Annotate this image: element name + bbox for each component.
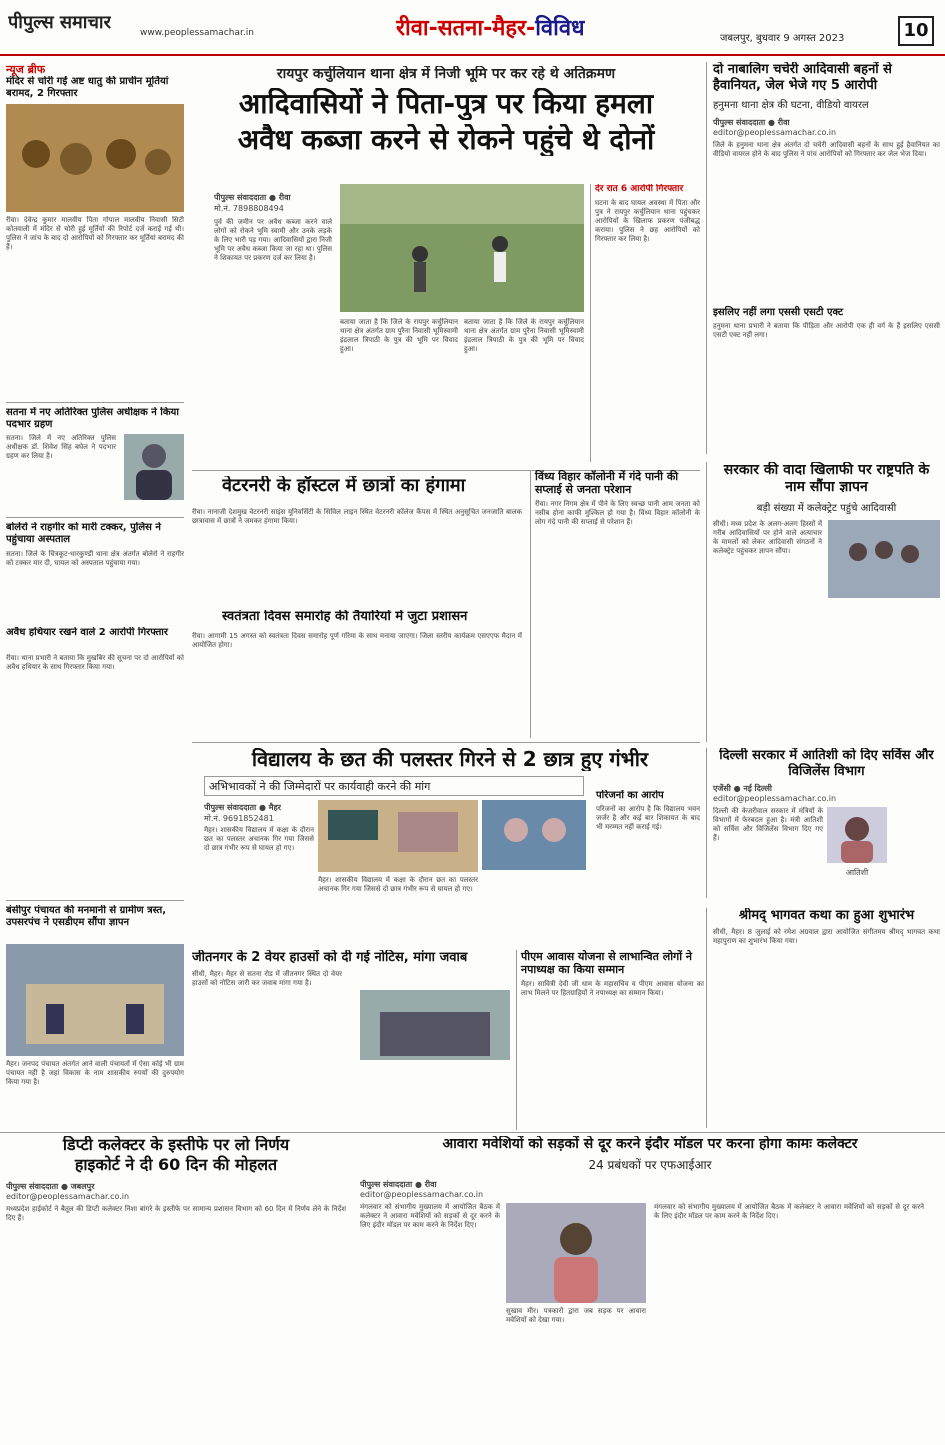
indore-story — [360, 1136, 940, 1436]
independence-body: रीवा। आगामी 15 अगस्त को स्वतंत्रता दिवस समारोह पूर्ण गरिमा के साथ मनाया जाएगा। जिला स्तरीय कार्यक्रम एसएएफ मैदान में आयोजित होगा। — [192, 632, 522, 649]
divider — [6, 517, 184, 518]
delhi-email[interactable]: editor@peoplessamachar.co.in — [713, 794, 837, 804]
deputy-title-2: हाइकोर्ट ने दी 60 दिन की मोहलत — [74, 1155, 278, 1175]
delhi-byline: एजेंसी ● नई दिल्ली — [713, 784, 772, 794]
left-column — [6, 62, 184, 1122]
deputy-story — [6, 1136, 346, 1436]
promise-sub: बड़ी संख्या में कलेक्ट्रेट पहुंचे आदिवासी — [756, 502, 897, 514]
school-mobile: मो.नं. 9691852481 — [204, 814, 274, 823]
section-title-part1: रीवा-सतना-मैहर- — [396, 16, 536, 41]
promise-story — [706, 462, 940, 742]
lead-sidebar — [590, 184, 700, 462]
classroom-icon — [318, 800, 478, 872]
right-headline: दो नाबालिग चचेरी आदिवासी बहनों से हैवानियत, जेल भेजे गए 5 आरोपी — [713, 62, 892, 93]
delhi-story — [706, 748, 940, 898]
deputy-body: मध्यप्रदेश हाईकोर्ट ने बैतूल की डिप्टी कलेक्टर निशा बांगरे के इस्तीफे पर सामान्य प्रशासन विभाग को 60 दिन में निर्णय लेने के निर्देश दिए हैं। — [6, 1204, 346, 1222]
jeet-title: जीतनगर के 2 वेयर हाउसों को दी गई नोटिस, मांगा जवाब — [192, 950, 468, 965]
students-icon — [482, 800, 586, 870]
lead-caption: बताया जाता है कि जिले के रायपुर कर्चुलियान थाना क्षेत्र अंतर्गत ग्राम पुरैना निवासी भूमिस्वामी इंद्रलाल त्रिपाठी के पुत्र की भूमि पर विवाद हुआ। — [340, 318, 458, 353]
divider — [6, 402, 184, 403]
deputy-title: डिप्टी कलेक्टर के इस्तीफे पर लो निर्णय — [62, 1136, 290, 1154]
indore-body-2: मंगलवार को संभागीय मुख्यालय में आयोजित बैठक में कलेक्टर ने आवारा मवेशियों को सड़कों से दूर करने के लिए इंदौर मॉडल पर काम करने के निर्देश दिए। — [654, 1203, 924, 1221]
indore-photo-wrap — [506, 1203, 646, 1325]
vindhya-story — [530, 470, 700, 738]
students-photo — [482, 800, 586, 870]
school-sub-head: परिजनों का आरोप — [596, 790, 664, 801]
lead-side-body: घटना के बाद घायल अवस्था में पिता और पुत्र ने रायपुर कर्चुलियान थाना पहुंचकर आरोपियों के खिलाफ प्रकरण पंजीबद्ध कराया। पुलिस ने छह आरोपियों को गिरफ्तार कर लिया है। — [595, 198, 700, 243]
section-title — [396, 12, 585, 42]
school-side — [592, 790, 700, 940]
promise-title: सरकार की वादा खिलाफी पर राष्ट्रपति के नाम सौंपा ज्ञापन — [723, 462, 930, 495]
divider — [0, 1132, 945, 1133]
bhagwat-body: सीधी, मैहर। 8 जुलाई को रमेश अग्रवाल द्वारा आयोजित संगीतमय श्रीमद् भागवत कथा महापुराण का शुभारंभ किया गया। — [713, 927, 940, 945]
school-title: विद्यालय के छत की पलस्तर गिरने से 2 छात्र हुए गंभीर — [251, 748, 649, 771]
brief-body-2: सतना। जिले में नए अतिरिक्त पुलिस अधीक्षक डॉ. शिवेश सिंह बघेल ने पदभार ग्रहण कर लिया है। — [6, 434, 116, 460]
deputy-byline: पीपुल्स संवाददाता ● जबलपुर — [6, 1181, 95, 1191]
promise-photo — [828, 520, 940, 598]
lead-side-head: देर रात 6 आरोपी गिरफ्तार — [595, 184, 684, 194]
brief-headline-5: बंसीपुर पंचायत की मनमानी से ग्रामीण त्रस्त, उपसरपंच ने एसडीएम सौंपा ज्ञापन — [6, 905, 167, 928]
pm-title: पीएम आवास योजना से लाभान्वित लोगों ने नपाध्यक्ष का किया सम्मान — [521, 950, 693, 977]
right-story — [706, 62, 940, 454]
deputy-email[interactable]: editor@peoplessamachar.co.in — [6, 1191, 130, 1201]
atishi-photo — [827, 807, 887, 863]
person-icon — [124, 434, 184, 500]
warehouse-photo — [360, 990, 510, 1060]
right-email[interactable]: editor@peoplessamachar.co.in — [713, 128, 837, 138]
vindhya-title: विंध्य विहार कॉलोनी में गंदे पानी की सप्लाई से जनता परेशान — [535, 470, 679, 497]
bhagwat-story — [706, 908, 940, 1128]
idols-icon — [6, 104, 184, 212]
school-body: मैहर। शासकीय विद्यालय में कक्षा के दौरान छत का पलस्तर अचानक गिर गया जिससे दो छात्र गंभीर रूप से घायल हो गए। — [204, 826, 314, 852]
promise-body: सीधी। मध्य प्रदेश के अलग-अलग हिस्सों में गरीब आदिवासियों पर होने वाले अत्याचार के मामलों को लेकर आदिवासी संगठनों ने कलेक्ट्रेट पहुंचकर ज्ञापन सौंपा। — [713, 519, 822, 555]
pm-story — [516, 950, 704, 1130]
site-url[interactable]: www.peoplessamachar.in — [140, 28, 254, 38]
school-caption: मैहर। शासकीय विद्यालय में कक्षा के दौरान छत का पलस्तर अचानक गिर गया जिससे दो छात्र गंभीर रूप से घायल हो गए। — [318, 876, 478, 893]
brief-body-5: मैहर। जनपद पंचायत अंतर्गत आने वाली पंचायतों में ऐसा कोई भी ग्राम पंचायत नहीं है जहां विकास के नाम शासकीय रुपयों की दुरुपयोग किया गया है। — [6, 1060, 184, 1086]
lead-title-2: अवैध कब्जा करने से रोकने पहुंचे थे दोनों — [237, 124, 655, 156]
lead-kicker: रायपुर कर्चुलियान थाना क्षेत्र में निजी भूमि पर कर रहे थे अतिक्रमण — [276, 66, 616, 82]
indore-sub: 24 प्रबंधकों पर एफआईआर — [588, 1158, 712, 1173]
right-body: जिले के हनुमना थाना क्षेत्र अंतर्गत दो चचेरी आदिवासी बहनों के साथ हुई हैवानियत का वीडियो वायरल होने के बाद पुलिस ने पांच आरोपियों को गिरफ्तार कर जेल भेज दिया। — [713, 141, 940, 159]
bhagwat-title: श्रीमद् भागवत कथा का हुआ शुभारंभ — [738, 908, 915, 923]
lead-body-cont: बताया जाता है कि जिले के रायपुर कर्चुलियान थाना क्षेत्र अंतर्गत ग्राम पुरैना निवासी भूमिस्वामी इंद्रलाल त्रिपाठी के पुत्र की भूमि पर विवाद हुआ। — [464, 318, 584, 353]
masthead — [0, 0, 945, 56]
lead-story — [192, 62, 700, 462]
lead-byline: पीपुल्स संवाददाता ● रीवा — [214, 193, 291, 202]
warehouse-icon — [360, 990, 510, 1060]
indore-body: मंगलवार को संभागीय मुख्यालय में आयोजित बैठक में कलेक्टर ने आवारा मवेशियों को सड़कों से दूर करने के लिए इंदौर मॉडल पर काम करने के निर्देश दिए। — [360, 1203, 500, 1230]
delhi-title: दिल्ली सरकार में आतिशी को दिए सर्विस और विजिलेंस विभाग — [719, 748, 934, 779]
brief-headline: मंदिर से चोरी गईं अष्ट धातु की प्राचीन मूर्तियां बरामद, 2 गिरफ्तार — [6, 76, 169, 99]
field-scene-icon — [340, 184, 584, 312]
right-box-body: हनुमना थाना प्रभारी ने बताया कि पीड़िता और आरोपी एक ही वर्ग के हैं इसलिए एससी एसटी एक्ट नहीं लगा। — [713, 322, 940, 340]
lead-mobile: मो.नं. 7898808494 — [214, 204, 284, 213]
lead-body: पुर्व की जमीन पर अवैध कब्जा करने वाले लोगों को रोकने भूमि स्वामी और उनके लड़के के लिए भारी पड़ गया। आदिवासियों द्वारा निजी भूमि पर अवैध कब्जा किया जा रहा था। पुलिस ने शिकायत पर प्रकरण दर्ज कर लिया है। — [214, 218, 332, 262]
right-sub: हनुमना थाना क्षेत्र की घटना, वीडियो वायरल — [713, 100, 869, 112]
officer-photo — [124, 434, 184, 500]
divider — [192, 742, 700, 743]
brand-logo: पीपुल्स समाचार — [8, 12, 111, 33]
school-byline: पीपुल्स संवाददाता ● मैहर — [204, 803, 282, 812]
news-brief-label: न्यूज ब्रीफ — [6, 63, 46, 76]
school-photo — [318, 800, 478, 872]
brief-body: रीवा। देवेन्द्र कुमार मालवीय पिता गोपाल मालवीय निवासी सिटी कोतवाली में मंदिर से चोरी हुई मूर्तियों की रिपोर्ट दर्ज कराई गई थी। पुलिस ने जांच के बाद दो आरोपियों को गिरफ्तार कर मूर्तियां बरामद की हैं। — [6, 216, 184, 251]
hostel-title: वेटरनरी के हॉस्टल में छात्रों का हंगामा — [222, 476, 466, 496]
brief-body-3: सतना। जिले के चित्रकूट-धारकुण्डी थाना क्षेत्र अंतर्गत बोलेरो ने राहगीर को टक्कर मार दी, घायल को अस्पताल पहुंचाया गया। — [6, 550, 184, 567]
hostel-body: रीवा। नानाजी देशमुख वेटरनरी साइंस यूनिवर्सिटी के सिविल लाइन स्थित वेटरनरी कॉलेज कैंपस में स्थित अनुसूचित जनजाति बालक छात्रावास में छात्रों ने जमकर हंगामा किया। — [192, 508, 522, 525]
school-sub-body: परिजनों का आरोप है कि विद्यालय भवन जर्जर है और कई बार शिकायत के बाद भी मरम्मत नहीं कराई गई। — [596, 805, 700, 831]
section-title-part2: विविध — [535, 16, 585, 41]
collector-photo — [506, 1203, 646, 1303]
brief-headline-3: बोलेरो ने राहगीर को मारी टक्कर, पुलिस ने पहुंचाया अस्पताल — [6, 522, 161, 545]
idols-photo — [6, 104, 184, 212]
lead-photo — [340, 184, 584, 312]
atishi-label: आतिशी — [845, 868, 869, 878]
indore-email[interactable]: editor@peoplessamachar.co.in — [360, 1190, 484, 1200]
vindhya-body: रीवा। नगर निगम क्षेत्र में पीने के लिए स्वच्छ पानी आम जनता को नसीब होना काफी मुश्किल हो गया है। विंध्य विहार कॉलोनी के लोग गंदे पानी की सप्लाई से परेशान हैं। — [535, 500, 700, 527]
divider — [6, 900, 184, 901]
brief-body-4: रीवा। थाना प्रभारी ने बताया कि मुखबिर की सूचना पर दो आरोपियों को अवैध हथियार के साथ गिरफ्तार किया गया। — [6, 654, 184, 671]
lead-title-1: आदिवासियों ने पिता-पुत्र पर किया हमला — [238, 88, 654, 120]
panchayat-photo — [6, 944, 184, 1056]
indore-caption: सुखाव मीर। पत्रकारों द्वारा जब सड़क पर आवारा मवेशियों को देखा गया। — [506, 1307, 646, 1325]
atishi-photo-wrap — [827, 807, 887, 878]
jeet-body: सीधी, मैहर। मैहर से सतना रोड में जीतनगर स्थित दो वेयर हाउसों को नोटिस जारी कर जवाब मांगा गया है। — [192, 969, 342, 987]
page-number: 10 — [898, 16, 934, 46]
indore-byline: पीपुल्स संवाददाता ● रीवा — [360, 1180, 437, 1190]
building-icon — [6, 944, 184, 1056]
school-sub: अभिभावकों ने की जिम्मेदारों पर कार्यवाही करने की मांग — [204, 776, 584, 796]
crowd-icon — [828, 520, 940, 598]
right-byline: पीपुल्स संवाददाता ● रीवा — [713, 118, 790, 128]
delhi-body: दिल्ली की केजरीवाल सरकार में मंत्रियों के विभागों में फेरबदल हुआ है। मंत्री आतिशी को सर्विस और विजिलेंस विभाग दिए गए हैं। — [713, 807, 823, 843]
independence-title: स्वतंत्रता दिवस समारोह की तैयारियों में जुटा प्रशासन — [222, 610, 468, 624]
pm-body: मैहर। सावित्री देवी जी धाम के महासचिव व पीएम आवास योजना का लाभ मिलने पर हितग्राहियों ने नपाध्यक्ष का सम्मान किया। — [521, 980, 704, 998]
indore-title: आवारा मवेशियों को सड़कों से दूर करने इंदौर मॉडल पर करना होगा कामः कलेक्टर — [442, 1136, 858, 1152]
right-box-head: इसलिए नहीं लगा एससी एसटी एक्ट — [713, 307, 844, 319]
brief-headline-4: अवैध हथियार रखने वाले 2 आरोपी गिरफ्तार — [6, 627, 168, 638]
brief-headline-2: सतना में नए अतिरिक्त पुलिस अधीक्षक ने किया पदभार ग्रहण — [6, 407, 179, 430]
issue-date: जबलपुर, बुधवार 9 अगस्त 2023 — [720, 33, 845, 44]
